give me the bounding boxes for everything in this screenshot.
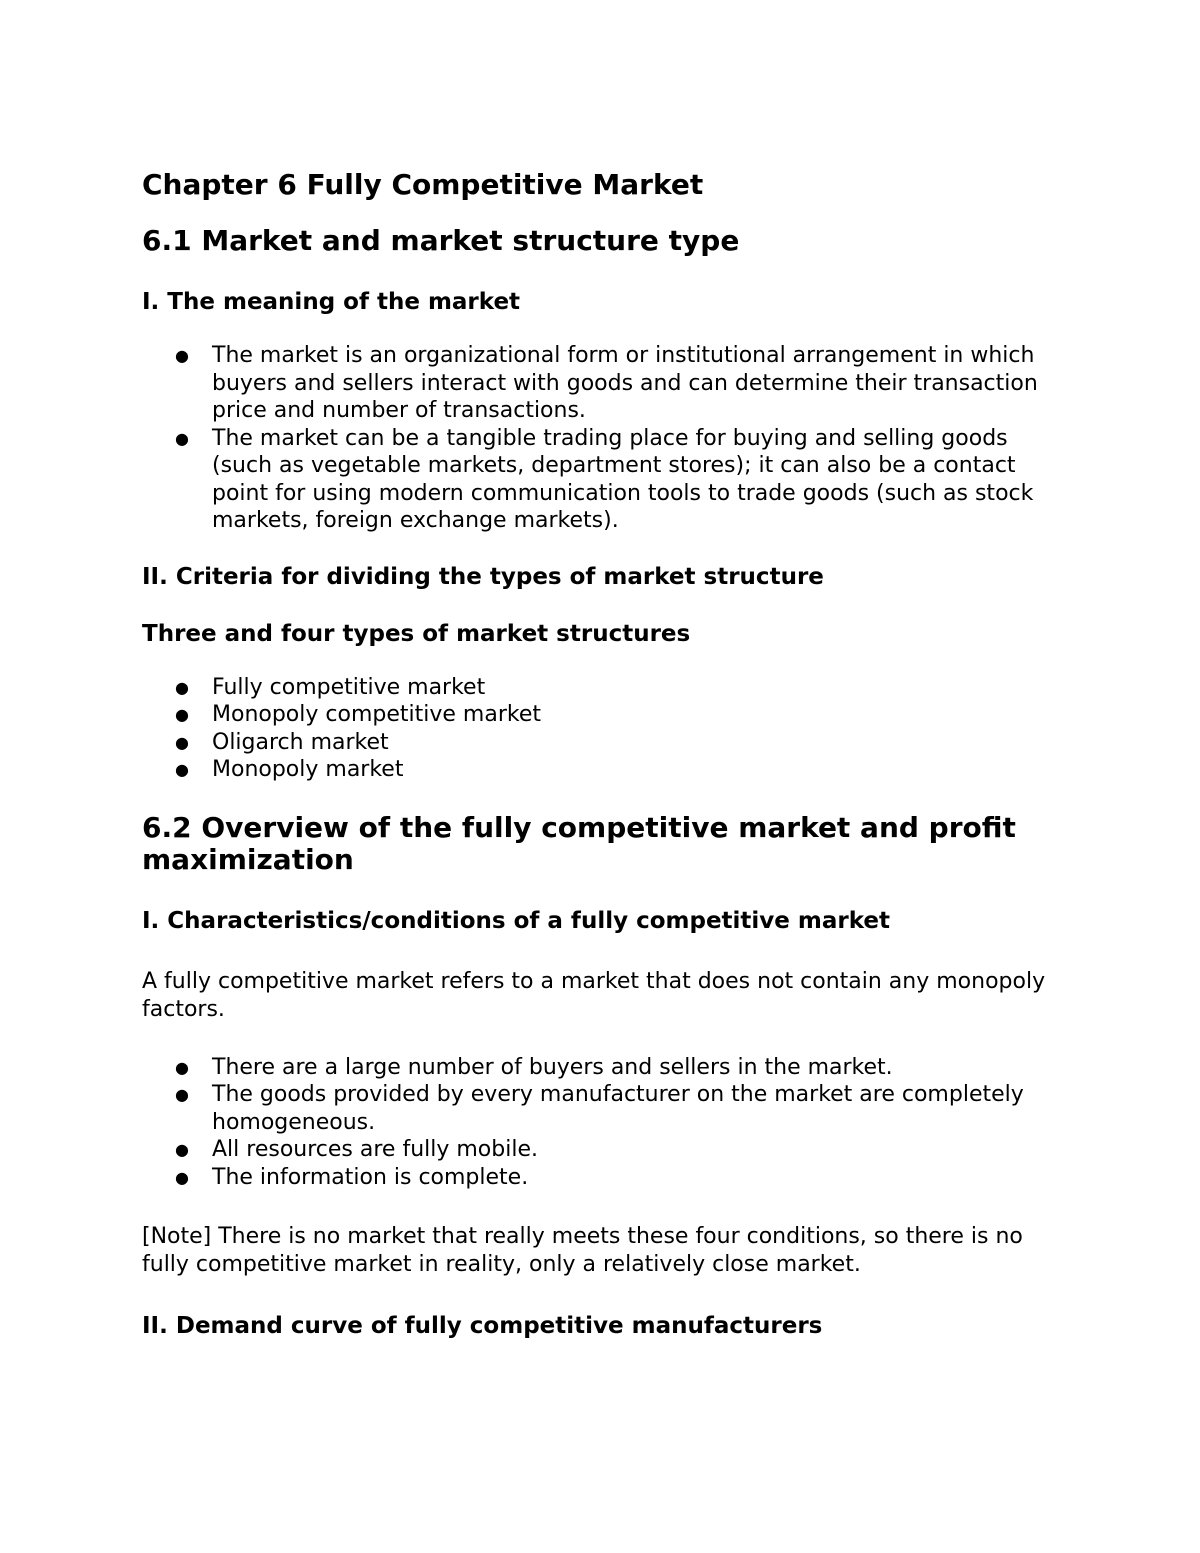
bullet-icon: ●	[175, 346, 189, 365]
list-item: ● The goods provided by every manufacturer on the market are completely homogeneous.	[175, 1082, 1024, 1135]
bullet-icon: ●	[175, 1085, 189, 1104]
document-page	[142, 165, 1072, 1341]
list-item: ● There are a large number of buyers and sellers in the market.	[175, 1054, 893, 1080]
bullet-icon: ●	[175, 1140, 189, 1159]
heading-market-types: Three and four types of market structures	[142, 620, 691, 647]
list-item: ● Fully competitive market	[175, 674, 486, 700]
list-item: ● Oligarch market	[175, 729, 389, 755]
bullet-icon: ●	[175, 428, 189, 448]
bullet-icon: ●	[175, 732, 189, 752]
list-item: ● The market can be a tangible trading place for buying and selling goods (such as vegetable markets, department stores); it can also be a contact point for using modern communication tools to trade goods (such as stock markets, foreign exchange markets).	[175, 425, 1034, 533]
heading-criteria: II. Criteria for dividing the types of market structure	[142, 563, 824, 590]
bullet-icon: ●	[175, 677, 189, 697]
definition-paragraph: A fully competitive market refers to a market that does not contain any monopoly factors.	[142, 968, 1046, 1022]
heading-meaning-of-market: I. The meaning of the market	[142, 289, 521, 315]
bullet-icon: ●	[175, 760, 189, 779]
list-item: ● The information is complete.	[175, 1164, 529, 1190]
list-item: ● The market is an organizational form or institutional arrangement in which buyers and sellers interact with goods and can determine their transaction price and number of transactions.	[175, 343, 1038, 423]
section-6-1-title: 6.1 Market and market structure type	[142, 224, 740, 257]
bullet-icon: ●	[175, 1057, 189, 1077]
section-6-2-title: 6.2 Overview of the fully competitive market and profit maximization	[142, 810, 1016, 876]
conditions-list	[142, 1054, 1072, 1192]
market-types-list	[142, 674, 1072, 784]
chapter-title: Chapter 6 Fully Competitive Market	[142, 168, 704, 201]
list-item: ● Monopoly market	[175, 757, 404, 782]
bullet-icon: ●	[175, 705, 189, 724]
meaning-list	[142, 342, 1072, 535]
list-item: ● Monopoly competitive market	[175, 702, 541, 727]
note-paragraph: [Note] There is no market that really meets these four conditions, so there is no fully competitive market in reality, only a relatively close market.	[142, 1224, 1023, 1277]
heading-demand-curve: II. Demand curve of fully competitive manufacturers	[142, 1313, 823, 1339]
bullet-icon: ●	[175, 1167, 189, 1187]
heading-characteristics: I. Characteristics/conditions of a fully competitive market	[142, 907, 891, 934]
list-item: ● All resources are fully mobile.	[175, 1137, 538, 1162]
